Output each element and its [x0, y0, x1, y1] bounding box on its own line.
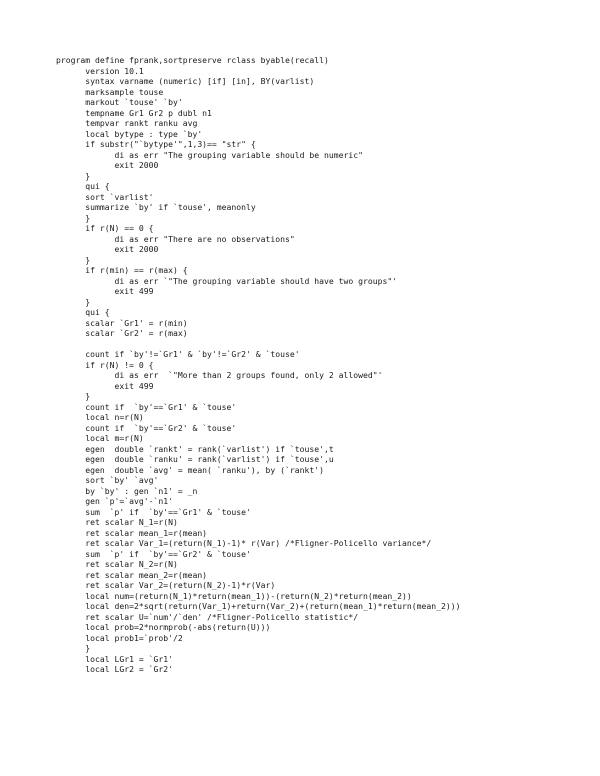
code-line: di as err `"More than 2 groups found, only 2 allowed"' [56, 370, 383, 380]
code-line: count if `by'==`Gr2' & `touse' [56, 422, 237, 433]
code-line: scalar `Gr2' = r(max) [56, 328, 188, 338]
code-line: } [56, 212, 91, 223]
code-line: local m=r(N) [56, 433, 144, 443]
code-line: di as err "The grouping variable should be numeric" [56, 149, 363, 160]
code-line: scalar `Gr1' = r(min) [56, 317, 188, 328]
code-line: ret scalar N_2=r(N) [56, 559, 178, 569]
code-line: di as err `"The grouping variable should have two groups"' [56, 275, 398, 286]
code-line: version 10.1 [56, 65, 144, 76]
code-line: local LGr1 = `Gr1' [56, 653, 173, 664]
code-line: qui { [56, 181, 110, 191]
code-line: egen double `rankt' = rank(`varlist') if `touse',t [56, 443, 334, 454]
code-line: sort `by' `avg' [56, 475, 159, 485]
code-line: local bytype : type `by' [56, 128, 203, 139]
code-line: syntax varname (numeric) [if] [in], BY(varlist) [56, 76, 315, 86]
code-line: if r(N) != 0 { [56, 359, 154, 370]
code-line: local n=r(N) [56, 412, 144, 422]
code-line: } [56, 170, 91, 181]
code-line: qui { [56, 307, 110, 317]
code-line: } [56, 296, 91, 307]
code-line: local num=(return(N_1)*return(mean_1))-(return(N_2)*return(mean_2)) [56, 590, 412, 601]
code-line: ret scalar mean_2=r(mean) [56, 569, 208, 580]
code-line: local prob1=`prob'/2 [56, 632, 183, 643]
code-line: local den=2*sqrt(return(Var_1)+return(Var_2)+(return(mean_1)*return(mean_2))) [56, 601, 461, 611]
code-line: count if `by'!=`Gr1' & `by'!=`Gr2' & `touse' [56, 349, 300, 359]
code-line: ret scalar N_1=r(N) [56, 517, 178, 527]
code-line: exit 2000 [56, 244, 159, 254]
code-line: gen `p'=`avg'-`n1' [56, 496, 173, 506]
code-line: count if `by'==`Gr1' & `touse' [56, 401, 237, 412]
code-line: tempvar rankt ranku avg [56, 118, 198, 128]
code-line: if r(min) == r(max) { [56, 265, 188, 275]
code-line: egen double `avg' = mean( `ranku'), by (`rankt') [56, 464, 325, 475]
code-listing [56, 55, 596, 675]
code-line: ret scalar U=`num'/`den' /*Fligner-Policello statistic*/ [56, 611, 359, 622]
code-line: } [56, 391, 91, 401]
code-line [56, 339, 596, 350]
code-line: tempname Gr1 Gr2 p dubl n1 [56, 107, 212, 118]
code-line: ret scalar mean_1=r(mean) [56, 527, 208, 538]
code-line: } [56, 254, 91, 265]
code-line: egen double `ranku' = rank(`varlist') if `touse',u [56, 454, 334, 464]
code-line: if r(N) == 0 { [56, 223, 154, 233]
code-line: di as err "There are no observations" [56, 233, 295, 244]
code-line: ret scalar Var_1=(return(N_1)-1)* r(Var) /*Fligner-Policello variance*/ [56, 538, 432, 548]
code-line: local prob=2*normprob(-abs(return(U))) [56, 622, 271, 632]
code-line: exit 499 [56, 380, 154, 391]
code-line: exit 2000 [56, 160, 159, 170]
code-line: marksample touse [56, 86, 164, 97]
code-line: by `by' : gen `n1' = _n [56, 485, 198, 496]
code-line: sum `p' if `by'==`Gr1' & `touse' [56, 506, 251, 517]
code-line: ret scalar Var_2=(return(N_2)-1)*r(Var) [56, 580, 276, 590]
code-line: exit 499 [56, 286, 154, 296]
code-line: local LGr2 = `Gr2' [56, 664, 173, 674]
code-line: if substr("`bytype'",1,3)== "str" { [56, 139, 256, 149]
code-line: } [56, 643, 91, 653]
code-line: markout `touse' `by' [56, 97, 183, 107]
code-line: program define fprank,sortpreserve rclass byable(recall) [56, 55, 329, 65]
code-line: sum `p' if `by'==`Gr2' & `touse' [56, 548, 251, 559]
code-line: sort `varlist' [56, 191, 154, 202]
code-line: summarize `by' if `touse', meanonly [56, 202, 256, 212]
